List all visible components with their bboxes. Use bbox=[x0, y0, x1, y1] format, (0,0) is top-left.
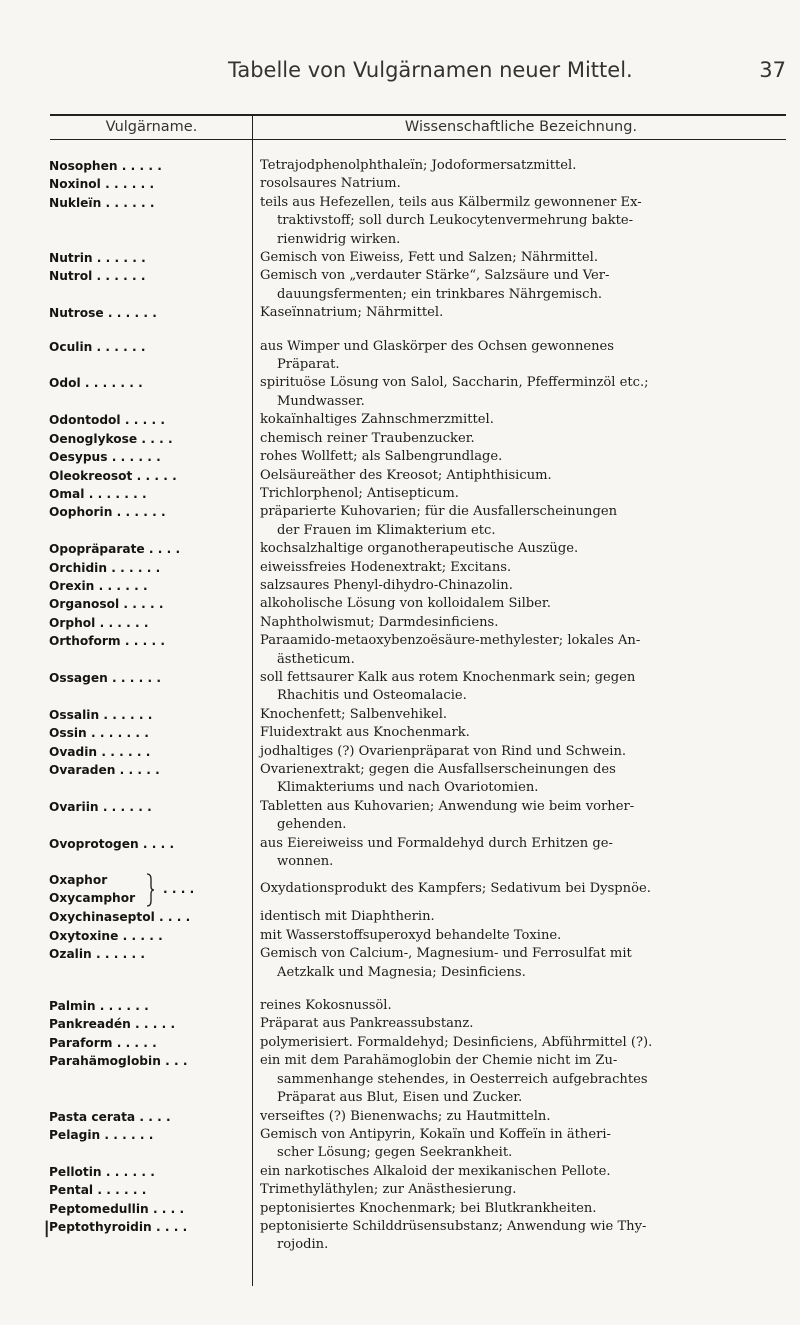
entry-term: Nukleïn . . . . . . bbox=[49, 195, 155, 210]
table-header-rule bbox=[50, 139, 786, 140]
entry-term: Oxaphor bbox=[49, 873, 108, 888]
entry-term: Oxytoxine . . . . . bbox=[49, 928, 163, 943]
entry-description bbox=[260, 485, 792, 503]
entry-description: Oxydationsprodukt des Kampfers; Sedativum bei Dyspnöe. bbox=[260, 881, 651, 897]
table-row bbox=[0, 430, 800, 448]
margin-mark: ❘ bbox=[40, 1218, 54, 1237]
description-line: Aetzkalk und Magnesia; Desinficiens. bbox=[277, 964, 526, 980]
entry-description bbox=[260, 761, 792, 798]
entry-term: Pelagin . . . . . . bbox=[49, 1127, 154, 1142]
table-row bbox=[0, 997, 800, 1015]
entry-term: Ossagen . . . . . . bbox=[49, 670, 161, 685]
entry-term: Oleokreosot . . . . . bbox=[49, 468, 177, 483]
entry-term: Pankreadén . . . . . bbox=[49, 1017, 176, 1032]
page-title: Tabelle von Vulgärnamen neuer Mittel. bbox=[228, 58, 633, 82]
table-row bbox=[0, 411, 800, 429]
entry-description bbox=[260, 1126, 792, 1163]
description-line: dauungsfermenten; ein trinkbares Nährgemisch. bbox=[277, 286, 603, 302]
entry-description bbox=[260, 577, 792, 595]
entry-description bbox=[260, 908, 792, 926]
entry-term: Nutrose . . . . . . bbox=[49, 306, 157, 321]
description-line: gehenden. bbox=[277, 817, 347, 833]
description-line: rohes Wollfett; als Salbengrundlage. bbox=[260, 449, 503, 465]
entry-description bbox=[260, 175, 792, 193]
table-row bbox=[0, 304, 800, 322]
table-row bbox=[0, 467, 800, 485]
description-line: salzsaures Phenyl-dihydro-Chinazolin. bbox=[260, 577, 513, 593]
entry-term: Ovadin . . . . . . bbox=[49, 744, 151, 759]
description-line: Gemisch von Calcium-, Magnesium- und Ferrosulfat mit bbox=[260, 946, 632, 962]
description-line: soll fettsaurer Kalk aus rotem Knochenmark sein; gegen bbox=[260, 669, 636, 685]
entry-term: Oenoglykose . . . . bbox=[49, 431, 173, 446]
description-line: mit Wasserstoffsuperoxyd behandelte Toxine. bbox=[260, 927, 562, 943]
description-line: peptonisierte Schilddrüsensubstanz; Anwendung wie Thy- bbox=[260, 1218, 647, 1234]
leader-dots: . . . . bbox=[163, 882, 195, 897]
entry-term: Ozalin . . . . . . bbox=[49, 947, 145, 962]
description-line: Kaseïnnatrium; Nährmittel. bbox=[260, 305, 444, 321]
entry-term: Oxychinaseptol . . . . bbox=[49, 910, 191, 925]
entry-term: Omal . . . . . . . bbox=[49, 486, 147, 501]
entry-description bbox=[260, 338, 792, 375]
page-header bbox=[150, 58, 786, 88]
table-row bbox=[0, 1181, 800, 1199]
table-row bbox=[0, 175, 800, 193]
description-line: Rhachitis und Osteomalacie. bbox=[277, 688, 467, 704]
table-row bbox=[0, 503, 800, 540]
table-row bbox=[0, 1126, 800, 1163]
entry-description bbox=[260, 1200, 792, 1218]
entry-term: Orexin . . . . . . bbox=[49, 578, 148, 593]
entry-description bbox=[260, 1108, 792, 1126]
description-line: der Frauen im Klimakterium etc. bbox=[277, 522, 496, 538]
table-row bbox=[0, 338, 800, 375]
entry-description bbox=[260, 595, 792, 613]
entry-description bbox=[260, 724, 792, 742]
table-row bbox=[0, 761, 800, 798]
entry-description bbox=[260, 632, 792, 669]
table-top-rule bbox=[50, 114, 786, 116]
description-line: Präparat. bbox=[277, 357, 340, 373]
table-row bbox=[0, 1052, 800, 1107]
table-row bbox=[0, 559, 800, 577]
description-line: eiweissfreies Hodenextrakt; Excitans. bbox=[260, 559, 512, 575]
description-line: Gemisch von Antipyrin, Kokaïn und Koffeïn in ätheri- bbox=[260, 1126, 611, 1142]
entry-description bbox=[260, 503, 792, 540]
entry-term: Opopräparate . . . . bbox=[49, 542, 181, 557]
description-line: sammenhange stehendes, in Oesterreich aufgebrachtes bbox=[277, 1071, 648, 1087]
table-row bbox=[0, 1015, 800, 1033]
entry-description bbox=[260, 540, 792, 558]
entry-term: Oculin . . . . . . bbox=[49, 339, 146, 354]
description-line: polymerisiert. Formaldehyd; Desinficiens, Abführmittel (?). bbox=[260, 1034, 653, 1050]
entry-description bbox=[260, 157, 792, 175]
description-line: kokaïnhaltiges Zahnschmerzmittel. bbox=[260, 412, 494, 428]
description-line: ästheticum. bbox=[277, 651, 355, 667]
entry-term: Oophorin . . . . . . bbox=[49, 505, 166, 520]
entry-term: Pasta cerata . . . . bbox=[49, 1109, 171, 1124]
table-row bbox=[0, 945, 800, 982]
description-line: Trimethyläthylen; zur Anästhesierung. bbox=[260, 1182, 517, 1198]
entry-description bbox=[260, 1034, 792, 1052]
entry-description bbox=[260, 559, 792, 577]
description-line: chemisch reiner Traubenzucker. bbox=[260, 430, 475, 446]
description-line: traktivstoff; soll durch Leukocytenvermehrung bakte- bbox=[277, 213, 634, 229]
table-row bbox=[0, 908, 800, 926]
entry-description bbox=[260, 467, 792, 485]
description-line: rosolsaures Natrium. bbox=[260, 176, 401, 192]
table-row bbox=[0, 927, 800, 945]
description-line: Gemisch von „verdauter Stärke“, Salzsäure und Ver- bbox=[260, 268, 610, 284]
entry-term: Ovaraden . . . . . bbox=[49, 763, 160, 777]
table-row bbox=[0, 267, 800, 304]
entry-term: Ossin . . . . . . . bbox=[49, 726, 149, 741]
description-line: kochsalzhaltige organotherapeutische Auszüge. bbox=[260, 541, 579, 557]
entry-description bbox=[260, 411, 792, 429]
description-line: Mundwasser. bbox=[277, 393, 365, 409]
entry-description bbox=[260, 448, 792, 466]
entry-term: Oesypus . . . . . . bbox=[49, 450, 161, 465]
table-row bbox=[0, 485, 800, 503]
entry-term: Ovoprotogen . . . . bbox=[49, 836, 175, 851]
entry-term: Odontodol . . . . . bbox=[49, 413, 165, 428]
entry-term: Nutrin . . . . . . bbox=[49, 251, 146, 266]
entry-description bbox=[260, 835, 792, 872]
description-line: scher Lösung; gegen Seekrankheit. bbox=[277, 1145, 513, 1161]
table-body bbox=[0, 157, 800, 1255]
table-row bbox=[0, 724, 800, 742]
description-line: ein mit dem Parahämoglobin der Chemie nicht im Zu- bbox=[260, 1053, 618, 1069]
description-line: Oelsäureäther des Kreosot; Antiphthisicum. bbox=[260, 467, 552, 483]
description-line: Gemisch von Eiweiss, Fett und Salzen; Nährmittel. bbox=[260, 250, 599, 266]
description-line: peptonisiertes Knochenmark; bei Blutkrankheiten. bbox=[260, 1200, 597, 1216]
entry-term: Ossalin . . . . . . bbox=[49, 707, 153, 722]
entry-description bbox=[260, 997, 792, 1015]
table-row bbox=[0, 669, 800, 706]
entry-description bbox=[260, 304, 792, 322]
entry-term: Nutrol . . . . . . bbox=[49, 269, 146, 284]
entry-term: Orchidin . . . . . . bbox=[49, 560, 161, 575]
entry-term: Pellotin . . . . . . bbox=[49, 1164, 155, 1179]
entry-description bbox=[260, 945, 792, 982]
table-row bbox=[0, 540, 800, 558]
table-row bbox=[0, 1034, 800, 1052]
entry-term: Odol . . . . . . . bbox=[49, 376, 143, 391]
table-row bbox=[0, 448, 800, 466]
description-line: präparierte Kuhovarien; für die Ausfallerscheinungen bbox=[260, 504, 618, 520]
brace-icon bbox=[145, 873, 155, 907]
entry-description bbox=[260, 1163, 792, 1181]
entry-term: Peptothyroidin . . . . bbox=[49, 1219, 188, 1234]
entry-description bbox=[260, 706, 792, 724]
description-line: alkoholische Lösung von kolloidalem Silber. bbox=[260, 596, 551, 612]
table-row bbox=[0, 1163, 800, 1181]
description-line: Paraamido-metaoxybenzoësäure-methylester; lokales An- bbox=[260, 633, 641, 649]
description-line: teils aus Hefezellen, teils aus Kälbermilz gewonnener Ex- bbox=[260, 194, 642, 210]
entry-description bbox=[260, 249, 792, 267]
description-line: rojodin. bbox=[277, 1237, 329, 1253]
description-line: Tabletten aus Kuhovarien; Anwendung wie beim vorher- bbox=[260, 798, 635, 814]
table-row bbox=[0, 194, 800, 249]
entry-description bbox=[260, 1015, 792, 1033]
entry-term: Organosol . . . . . bbox=[49, 597, 164, 612]
description-line: Tetrajodphenolphthaleïn; Jodoformersatzmittel. bbox=[260, 158, 577, 173]
description-line: rienwidrig wirken. bbox=[277, 231, 401, 247]
entry-description bbox=[260, 798, 792, 835]
table-row bbox=[0, 374, 800, 411]
description-line: reines Kokosnussöl. bbox=[260, 998, 392, 1014]
column-header-vulgarname: Vulgärname. bbox=[105, 119, 198, 135]
entry-description bbox=[260, 669, 792, 706]
entry-description bbox=[260, 1218, 792, 1255]
column-header-bezeichnung: Wissenschaftliche Bezeichnung. bbox=[404, 119, 638, 135]
entry-term: Paraform . . . . . bbox=[49, 1035, 157, 1050]
entry-description bbox=[260, 743, 792, 761]
braced-terms bbox=[49, 871, 244, 908]
entry-description bbox=[260, 614, 792, 632]
entry-description bbox=[260, 267, 792, 304]
description-line: Ovarienextrakt; gegen die Ausfallserscheinungen des bbox=[260, 762, 616, 777]
table-row bbox=[0, 249, 800, 267]
table-row-braced bbox=[0, 871, 800, 908]
entry-term: Noxinol . . . . . . bbox=[49, 177, 155, 192]
entry-description bbox=[260, 374, 792, 411]
table-row bbox=[0, 798, 800, 835]
description-line: aus Wimper und Glaskörper des Ochsen gewonnenes bbox=[260, 338, 615, 354]
table-row bbox=[0, 577, 800, 595]
table-row bbox=[0, 835, 800, 872]
page-number: 37 bbox=[759, 58, 786, 82]
entry-description bbox=[260, 430, 792, 448]
table-row bbox=[0, 1108, 800, 1126]
entry-term: Palmin . . . . . . bbox=[49, 999, 149, 1014]
entry-term: Peptomedullin . . . . bbox=[49, 1201, 185, 1216]
description-line: Knochenfett; Salbenvehikel. bbox=[260, 706, 448, 722]
table-row bbox=[0, 614, 800, 632]
description-line: Fluidextrakt aus Knochenmark. bbox=[260, 725, 470, 741]
table-row bbox=[0, 743, 800, 761]
description-line: identisch mit Diaphtherin. bbox=[260, 909, 435, 925]
entry-description bbox=[260, 927, 792, 945]
description-line: spirituöse Lösung von Salol, Saccharin, Pfefferminzöl etc.; bbox=[260, 375, 649, 391]
table-row bbox=[0, 1218, 800, 1255]
table-row bbox=[0, 706, 800, 724]
entry-description bbox=[260, 1181, 792, 1199]
description-line: Trichlorphenol; Antisepticum. bbox=[260, 485, 459, 501]
entry-description bbox=[260, 1052, 792, 1107]
entry-term: Orthoform . . . . . bbox=[49, 634, 165, 649]
entry-description bbox=[260, 194, 792, 249]
description-line: Klimakteriums und nach Ovariotomien. bbox=[277, 780, 539, 796]
entry-term: Orphol . . . . . . bbox=[49, 615, 149, 630]
table-row bbox=[0, 632, 800, 669]
description-line: aus Eiereiweiss und Formaldehyd durch Erhitzen ge- bbox=[260, 835, 613, 851]
table-row bbox=[0, 157, 800, 175]
entry-term: Pental . . . . . . bbox=[49, 1183, 147, 1198]
description-line: jodhaltiges (?) Ovarienpräparat von Rind und Schwein. bbox=[260, 743, 627, 759]
description-line: wonnen. bbox=[277, 854, 334, 870]
table-row bbox=[0, 595, 800, 613]
table-row bbox=[0, 1200, 800, 1218]
entry-term: Oxycamphor bbox=[49, 891, 136, 906]
description-line: verseiftes (?) Bienenwachs; zu Hautmitteln. bbox=[260, 1108, 551, 1124]
entry-term: Parahämoglobin . . . bbox=[49, 1054, 188, 1069]
description-line: Präparat aus Blut, Eisen und Zucker. bbox=[277, 1090, 523, 1106]
entry-term: Nosophen . . . . . bbox=[49, 159, 162, 173]
description-line: ein narkotisches Alkaloid der mexikanischen Pellote. bbox=[260, 1163, 611, 1179]
entry-term: Ovariin . . . . . . bbox=[49, 799, 152, 814]
description-line: Naphtholwismut; Darmdesinficiens. bbox=[260, 614, 499, 630]
description-line: Präparat aus Pankreassubstanz. bbox=[260, 1016, 474, 1032]
